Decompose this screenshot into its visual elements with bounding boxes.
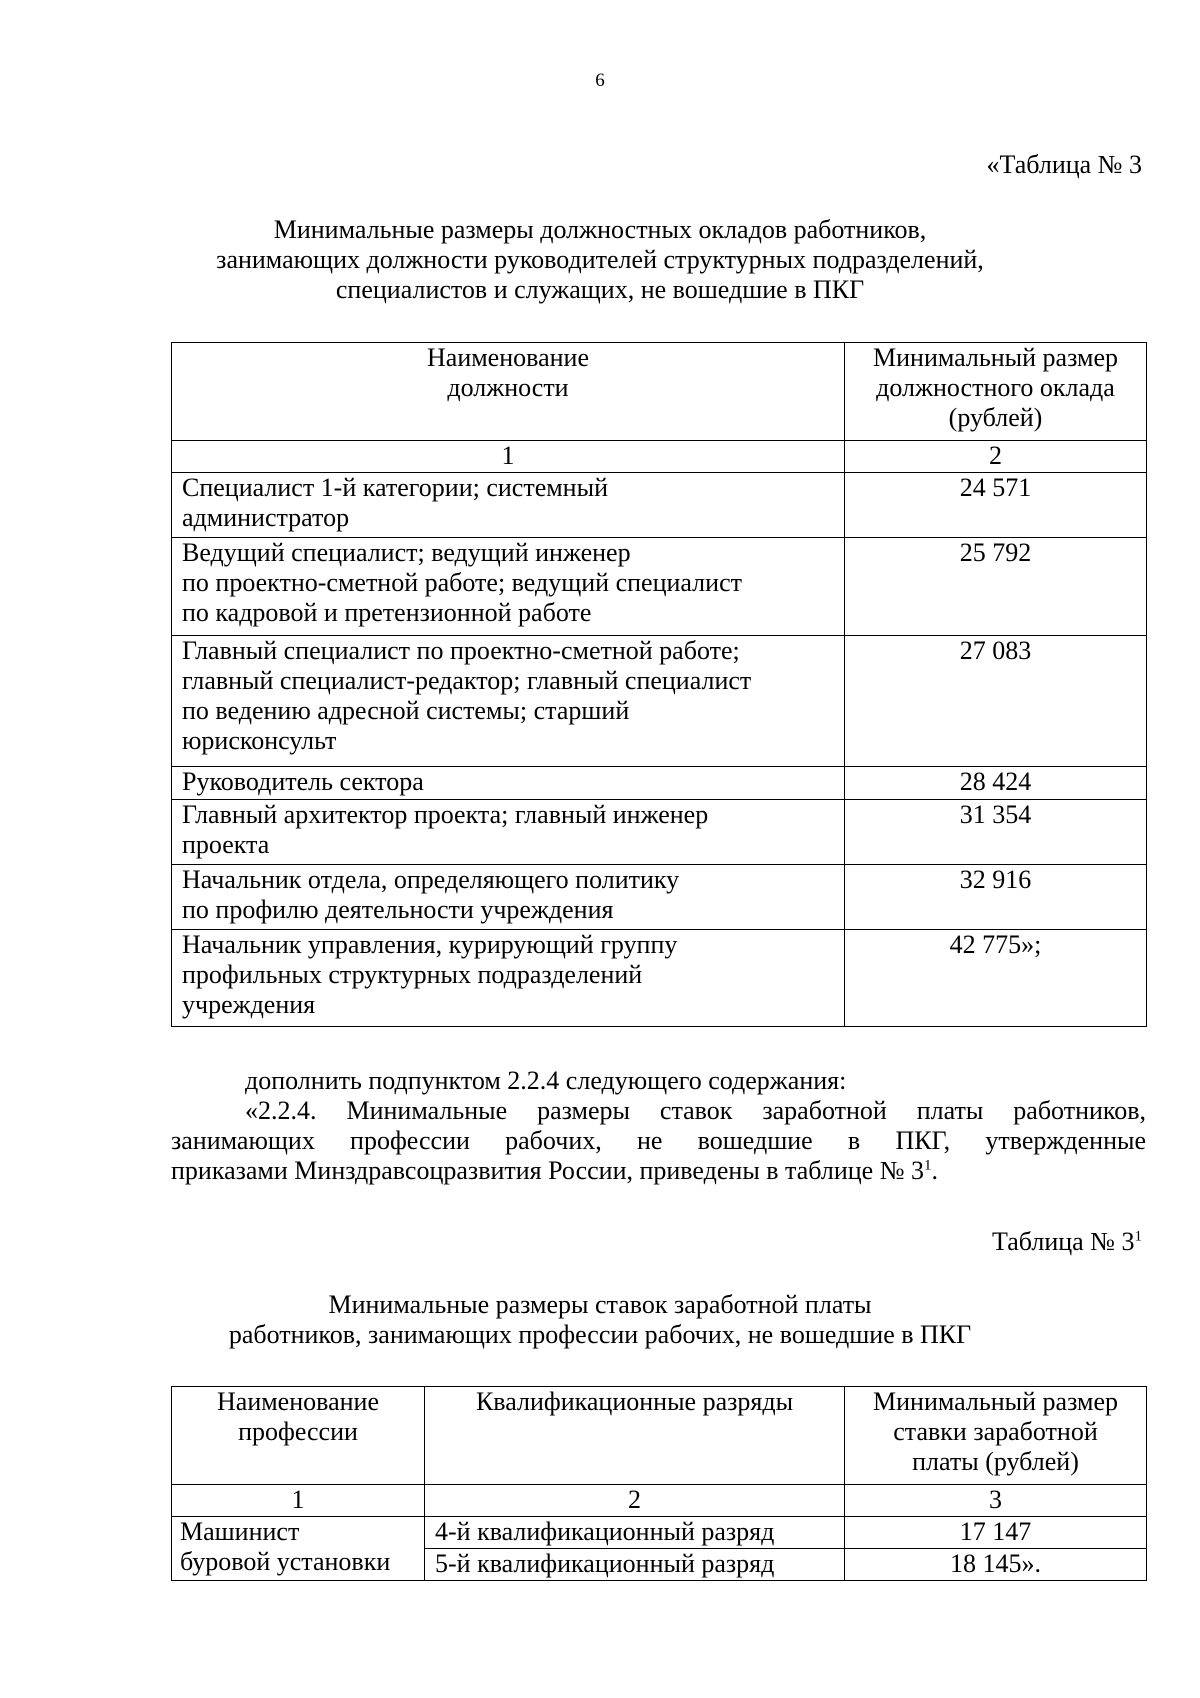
- salary-value: 24 571: [845, 473, 1147, 538]
- header-text: Минимальный размер: [873, 343, 1118, 372]
- table-row: [172, 767, 1147, 800]
- salary-value: 28 424: [845, 767, 1147, 800]
- text-line: профильных структурных подразделений: [182, 960, 643, 989]
- table-row: [172, 538, 1147, 636]
- caption-line: работников, занимающих профессии рабочих, не вошедшие в ПКГ: [228, 1320, 972, 1349]
- header-text: Квалификационные разряды: [475, 1387, 794, 1416]
- text-line: занимающих профессии рабочих, не вошедшие в ПКГ, утвержденные: [171, 1126, 1146, 1155]
- column-number: 2: [845, 441, 1147, 473]
- text-line: по профилю деятельности учреждения: [182, 895, 614, 924]
- text-line: главный специалист-редактор; главный специалист: [182, 666, 752, 695]
- header-minimal-rate: [845, 1387, 1147, 1485]
- table-row: [172, 865, 1147, 930]
- text-line: Руководитель сектора: [182, 767, 424, 796]
- header-qualification-grades: [425, 1387, 845, 1485]
- caption-line: Минимальные размеры должностных окладов работников,: [273, 215, 927, 244]
- text-line: проекта: [182, 830, 270, 859]
- header-text: (рублей): [948, 403, 1043, 432]
- text-line: [171, 1156, 1146, 1186]
- position-name: [172, 800, 845, 865]
- text-line: учреждения: [182, 990, 316, 1019]
- salary-value: 32 916: [845, 865, 1147, 930]
- table31: [171, 1386, 1147, 1581]
- text-line: по кадровой и претензионной работе: [182, 598, 592, 627]
- text-line: Главный архитектор проекта; главный инженер: [182, 800, 709, 829]
- caption-line: Минимальные размеры ставок заработной платы: [328, 1290, 872, 1319]
- caption-line: занимающих должности руководителей структурных подразделений,: [216, 245, 984, 274]
- body-paragraph: [171, 1066, 1146, 1186]
- text-segment: приказами Минздравсоцразвития России, приведены в таблице № 3: [171, 1156, 925, 1185]
- table3-caption: [0, 215, 1200, 305]
- text-line: Начальник отдела, определяющего политику: [182, 865, 680, 894]
- qualification-grade: 4-й квалификационный разряд: [425, 1517, 845, 1549]
- table3: [171, 342, 1147, 1027]
- text-line: по проектно-сметной работе; ведущий специалист: [182, 568, 742, 597]
- table31-label: [992, 1227, 1142, 1257]
- qualification-grade: 5-й квалификационный разряд: [425, 1549, 845, 1581]
- header-text: Минимальный размер: [873, 1387, 1118, 1416]
- rate-value: 18 145».: [845, 1549, 1147, 1581]
- position-name: [172, 473, 845, 538]
- table-row: [172, 473, 1147, 538]
- header-text: должностного оклада: [876, 373, 1115, 402]
- table-row: [172, 636, 1147, 767]
- text-line: Специалист 1-й категории; системный: [182, 473, 608, 502]
- header-text: Наименование: [217, 1387, 379, 1416]
- text-line: буровой установки: [180, 1547, 391, 1576]
- text-line: администратор: [182, 503, 350, 532]
- table-row: [172, 800, 1147, 865]
- header-text: должности: [447, 373, 569, 402]
- profession-name: [172, 1517, 425, 1581]
- table-row: [172, 930, 1147, 1027]
- text-line: Главный специалист по проектно-сметной работе;: [182, 636, 740, 665]
- header-text: Наименование: [427, 343, 589, 372]
- caption-line: специалистов и служащих, не вошедшие в ПКГ: [335, 275, 865, 304]
- column-number: 1: [172, 441, 845, 473]
- superscript: 1: [1134, 1228, 1142, 1245]
- column-number: 3: [845, 1485, 1147, 1517]
- salary-value: 42 775»;: [845, 930, 1147, 1027]
- position-name: [172, 767, 845, 800]
- page-number: 6: [595, 70, 605, 91]
- position-name: [172, 538, 845, 636]
- header-text: платы (рублей): [912, 1447, 1079, 1476]
- text-segment: .: [931, 1156, 939, 1185]
- text-line: Машинист: [180, 1517, 300, 1546]
- table31-caption: [0, 1290, 1200, 1350]
- header-minimal-salary: [845, 343, 1147, 441]
- text-line: Ведущий специалист; ведущий инженер: [182, 538, 631, 567]
- text-line: «2.2.4. Минимальные размеры ставок заработной платы работников,: [245, 1096, 1146, 1125]
- rate-value: 17 147: [845, 1517, 1147, 1549]
- table3-label: «Таблица № 3: [986, 150, 1142, 179]
- salary-value: 25 792: [845, 538, 1147, 636]
- position-name: [172, 930, 845, 1027]
- position-name: [172, 865, 845, 930]
- label-text: Таблица № 3: [991, 1227, 1135, 1256]
- header-position-name: [172, 343, 845, 441]
- column-number: 2: [425, 1485, 845, 1517]
- superscript: 1: [924, 1157, 932, 1174]
- text-line: по ведению адресной системы; старший: [182, 696, 630, 725]
- header-text: ставки заработной: [893, 1417, 1098, 1446]
- position-name: [172, 636, 845, 767]
- text-line: юрисконсульт: [182, 726, 337, 755]
- column-number: 1: [172, 1485, 425, 1517]
- salary-value: 31 354: [845, 800, 1147, 865]
- text-line: Начальник управления, курирующий группу: [182, 930, 678, 959]
- table-row: [172, 1517, 1147, 1549]
- text-line: дополнить подпунктом 2.2.4 следующего содержания:: [245, 1066, 847, 1095]
- header-profession-name: [172, 1387, 425, 1485]
- header-text: профессии: [238, 1417, 358, 1446]
- salary-value: 27 083: [845, 636, 1147, 767]
